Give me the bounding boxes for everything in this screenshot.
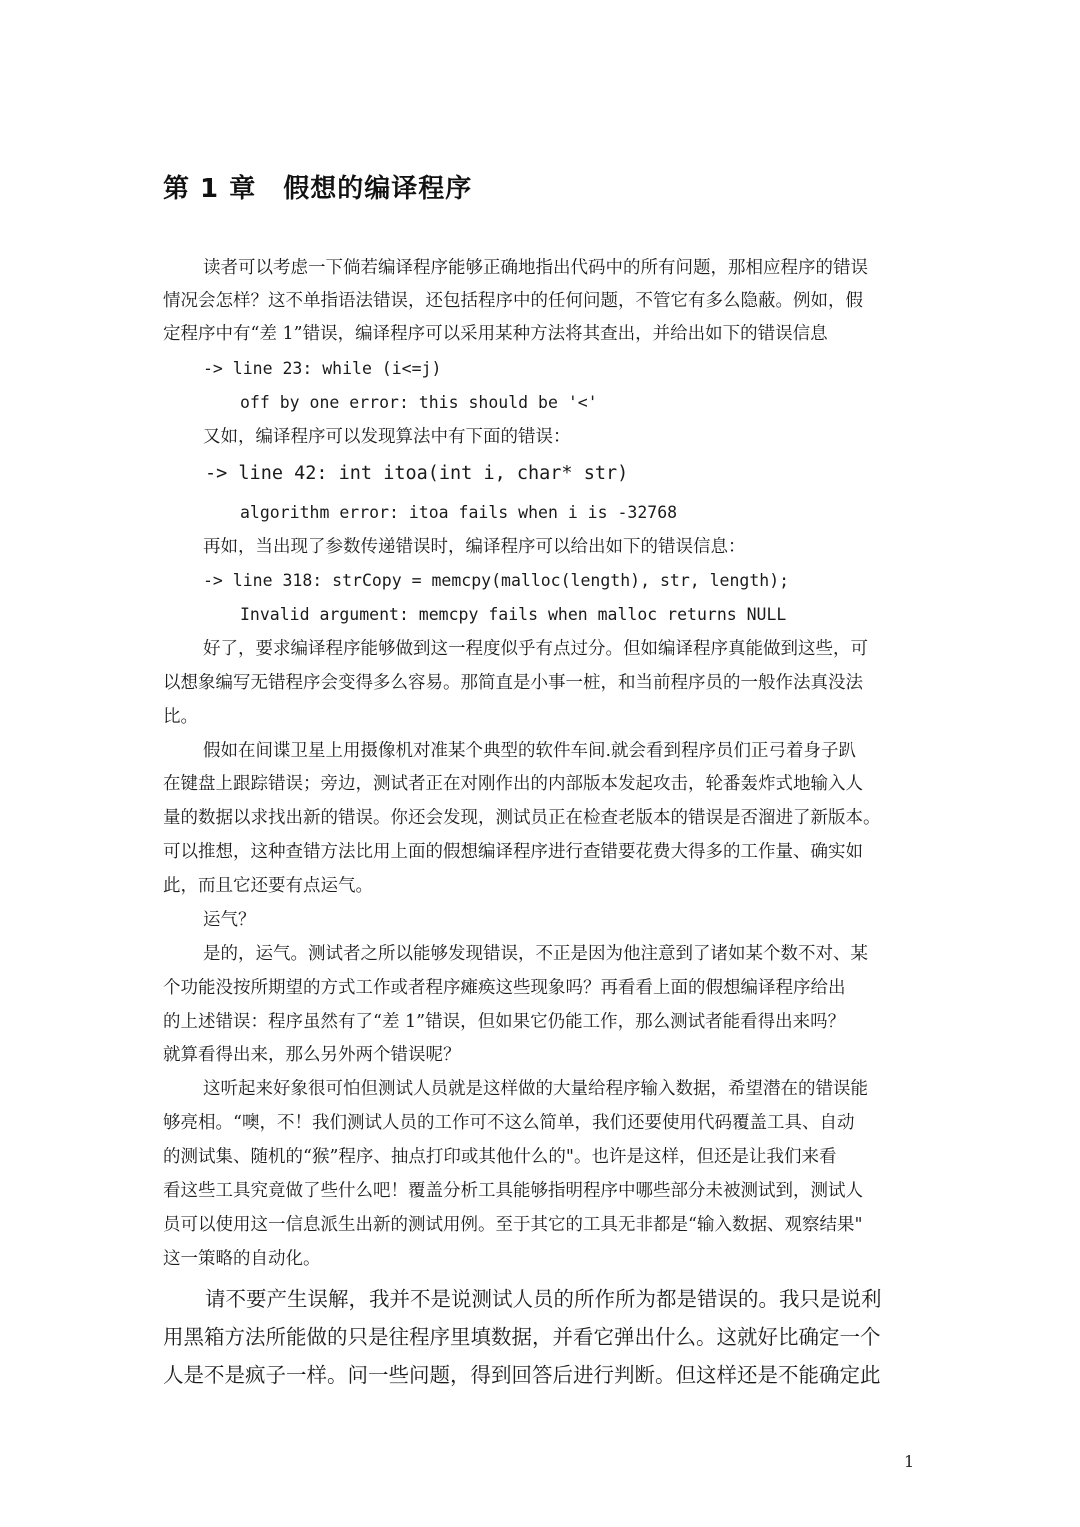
paragraph-line: 以想象编写无错程序会变得多么容易。那简直是小事一桩，和当前程序员的一般作法真没法: [163, 673, 863, 693]
paragraph-line: 个功能没按所期望的方式工作或者程序瘫痪这些现象吗？再看看上面的假想编译程序给出: [163, 978, 846, 998]
paragraph-line: 请不要产生误解，我并不是说测试人员的所作所为都是错误的。我只是说利: [205, 1287, 882, 1311]
paragraph-line: 人是不是疯子一样。问一些问题，得到回答后进行判断。但这样还是不能确定此: [163, 1363, 881, 1387]
code-line: -> line 318: strCopy = memcpy(malloc(length), str, length);: [203, 571, 790, 590]
paragraph-line: 员可以使用这一信息派生出新的测试用例。至于其它的工具无非都是“输入数据、观察结果": [163, 1215, 863, 1235]
paragraph-line: 读者可以考虑一下倘若编译程序能够正确地指出代码中的所有问题，那相应程序的错误: [203, 258, 868, 278]
paragraph-line: 够亮相。“噢，不！我们测试人员的工作可不这么简单，我们还要使用代码覆盖工具、自动: [163, 1113, 855, 1133]
paragraph-line: 好了，要求编译程序能够做到这一程度似乎有点过分。但如编译程序真能做到这些，可: [203, 639, 868, 659]
paragraph-line: 这听起来好象很可怕但测试人员就是这样做的大量给程序输入数据，希望潜在的错误能: [203, 1079, 868, 1099]
paragraph-line: 此，而且它还要有点运气。: [163, 876, 373, 896]
page-number: 1: [904, 1452, 915, 1471]
paragraph-line: 的测试集、随机的“猴”程序、抽点打印或其他什么的"。也许是这样，但还是让我们来看: [163, 1147, 837, 1167]
code-line: off by one error: this should be '<': [240, 393, 598, 412]
paragraph-line: 定程序中有“差 1”错误，编译程序可以采用某种方法将其查出，并给出如下的错误信息: [163, 324, 828, 344]
paragraph-line: 量的数据以求找出新的错误。你还会发现，测试员正在检查老版本的错误是否溜进了新版本。: [163, 808, 881, 828]
paragraph-line: 可以推想，这种查错方法比用上面的假想编译程序进行查错要花费大得多的工作量、确实如: [163, 842, 863, 862]
code-line: Invalid argument: memcpy fails when malloc returns NULL: [240, 605, 787, 624]
paragraph-line: 假如在间谍卫星上用摄像机对准某个典型的软件车间.就会看到程序员们正弓着身子趴: [203, 741, 857, 761]
paragraph-line: 用黑箱方法所能做的只是往程序里填数据，并看它弹出什么。这就好比确定一个: [163, 1325, 881, 1349]
paragraph-line: 看这些工具究竟做了些什么吧！覆盖分析工具能够指明程序中哪些部分未被测试到，测试人: [163, 1181, 863, 1201]
paragraph-line: 比。: [163, 707, 198, 727]
code-line: algorithm error: itoa fails when i is -32768: [240, 503, 678, 522]
paragraph-line: 这一策略的自动化。: [163, 1249, 321, 1269]
paragraph-line: 在键盘上跟踪错误；旁边，测试者正在对刚作出的内部版本发起攻击，轮番轰炸式地输入人: [163, 774, 863, 794]
paragraph-line: 又如，编译程序可以发现算法中有下面的错误：: [203, 427, 571, 447]
paragraph-line: 的上述错误：程序虽然有了“差 1”错误，但如果它仍能工作，那么测试者能看得出来吗？: [163, 1012, 846, 1032]
paragraph-line: 运气？: [203, 910, 256, 930]
paragraph-line: 情况会怎样？这不单指语法错误，还包括程序中的任何问题，不管它有多么隐蔽。例如，假: [163, 291, 863, 311]
code-line: -> line 42: int itoa(int i, char* str): [205, 463, 629, 484]
paragraph-line: 是的，运气。测试者之所以能够发现错误，不正是因为他注意到了诸如某个数不对、某: [203, 944, 868, 964]
chapter-title: 第 1 章 假想的编译程序: [163, 174, 473, 204]
code-line: -> line 23: while (i<=j): [203, 359, 442, 378]
paragraph-line: 就算看得出来，那么另外两个错误呢？: [163, 1045, 461, 1065]
paragraph-line: 再如，当出现了参数传递错误时，编译程序可以给出如下的错误信息：: [203, 537, 746, 557]
